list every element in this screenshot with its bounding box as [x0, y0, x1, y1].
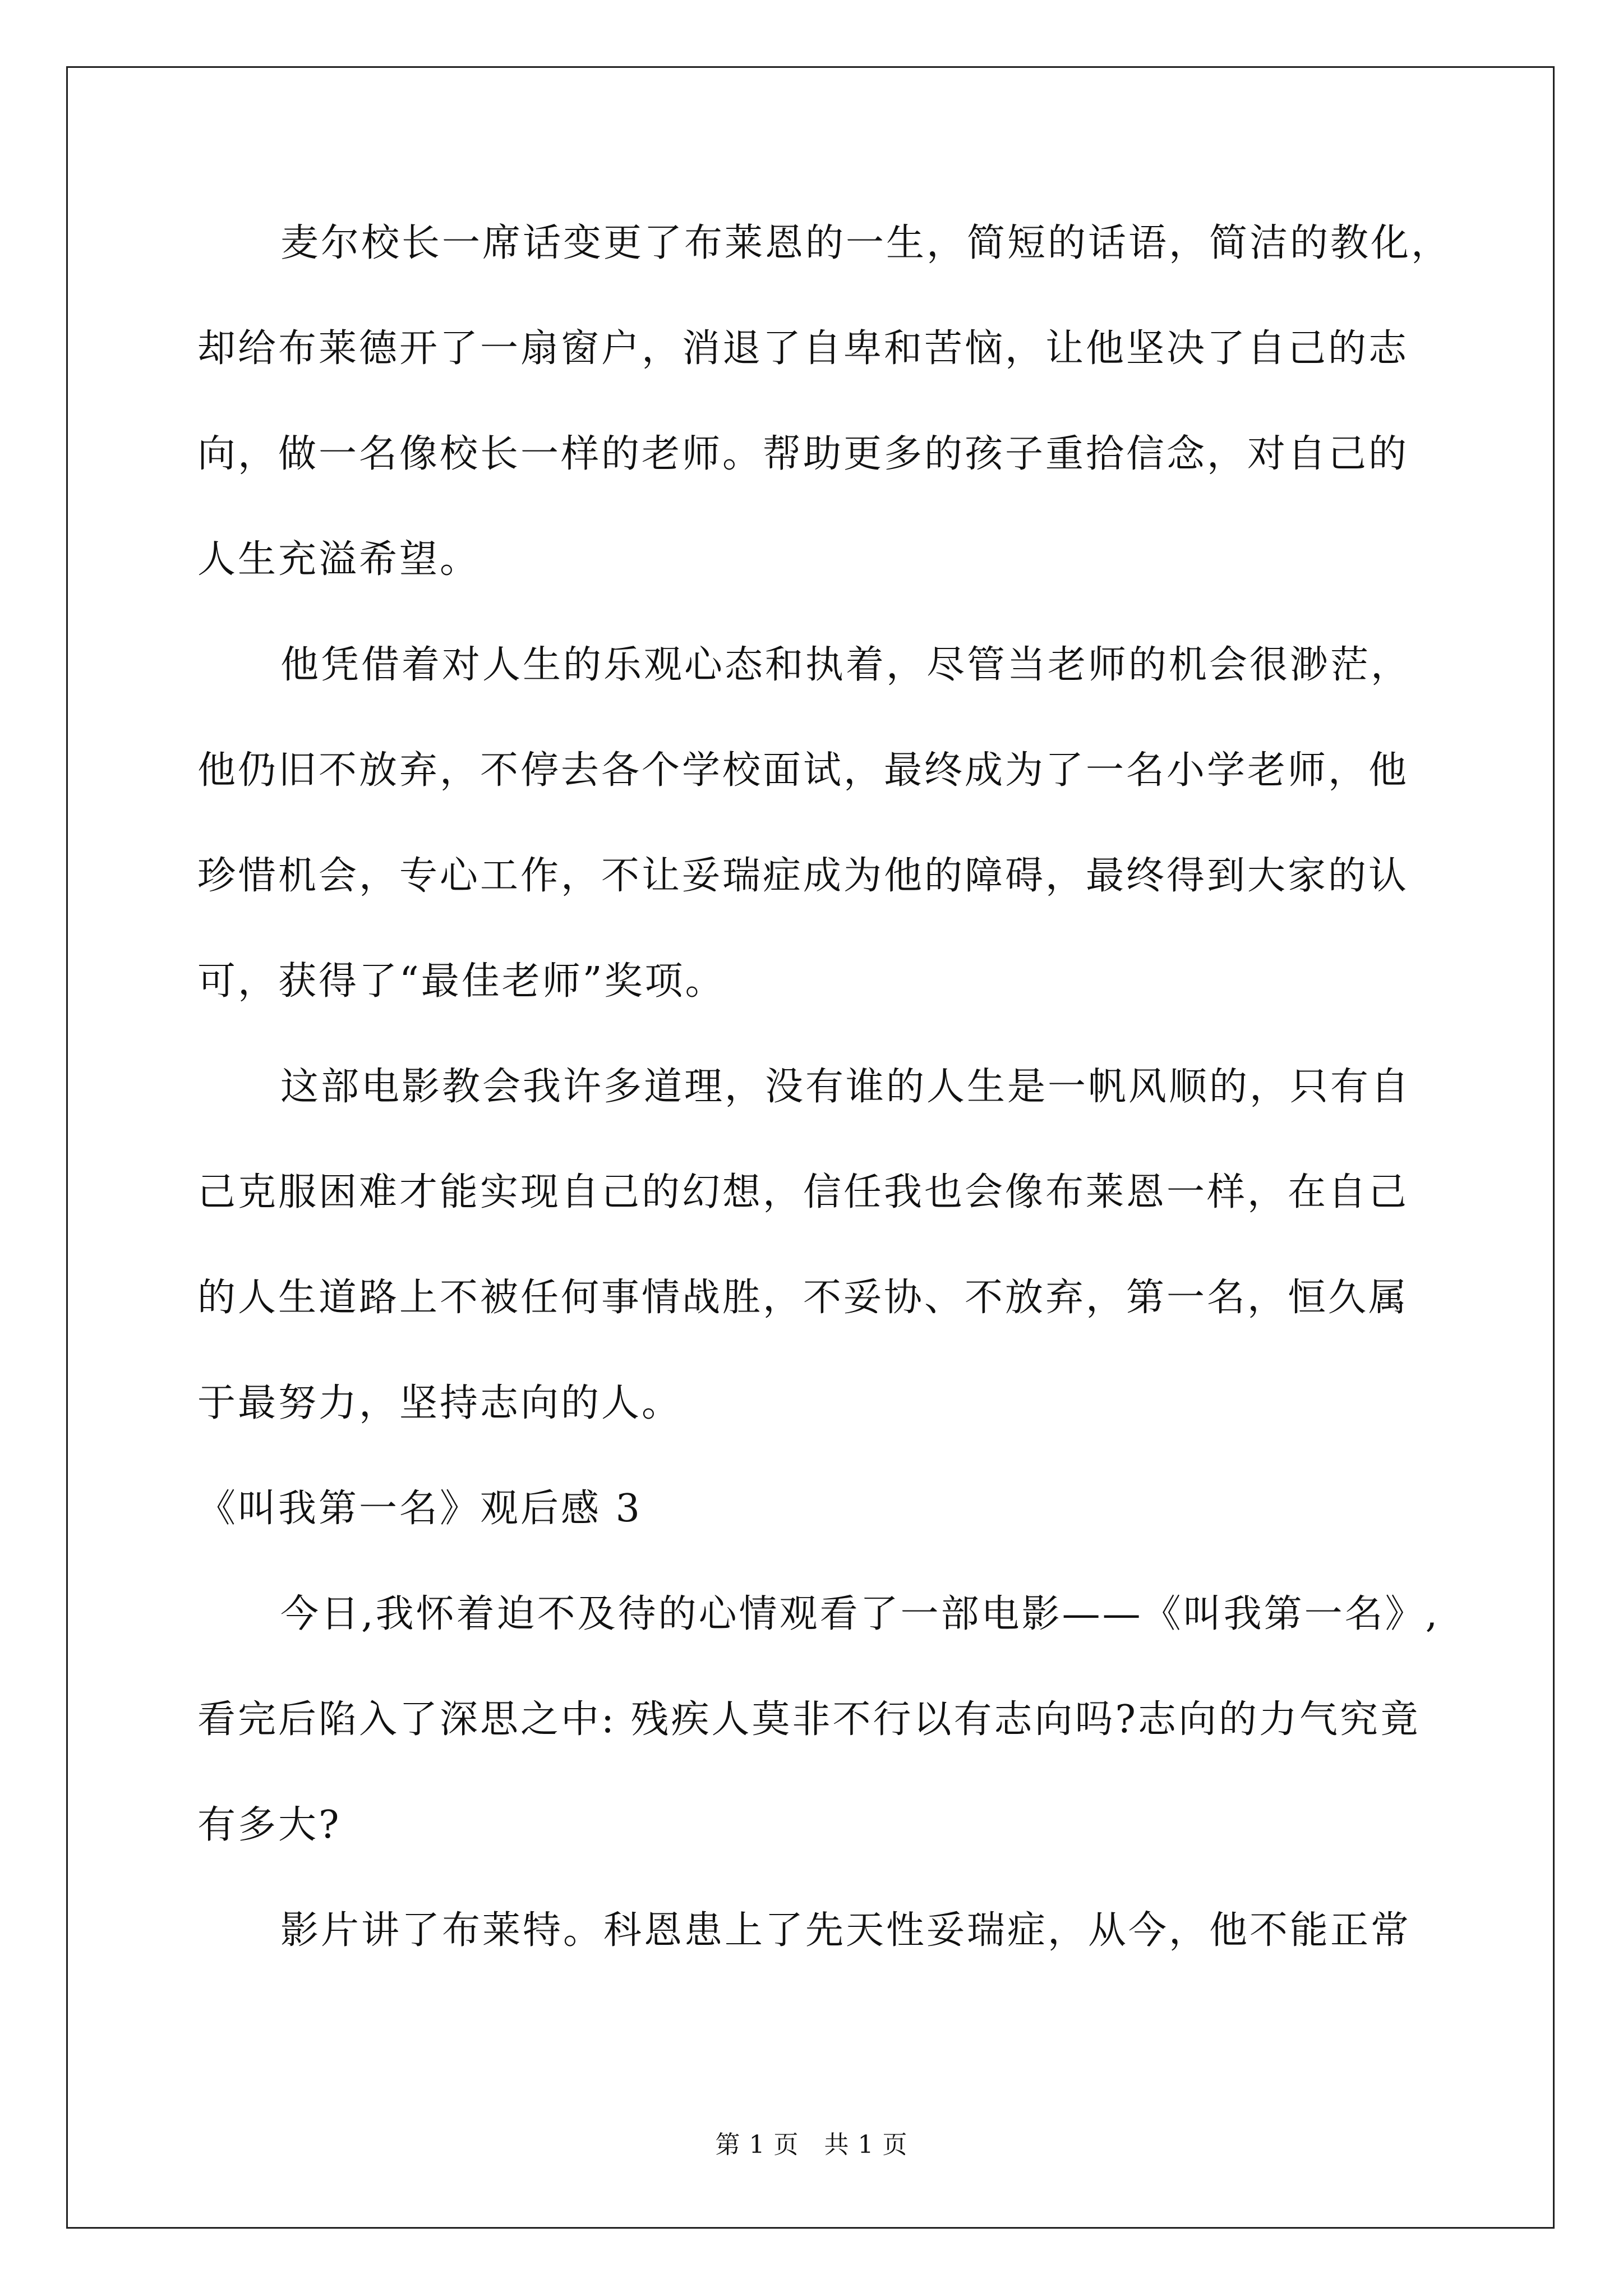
text-line: 有多大?	[197, 1803, 342, 1847]
text-line: 人生充溢希望。	[197, 537, 481, 582]
page-number-label: 第 1 页 共 1 页	[715, 2131, 908, 2159]
section-heading: 《叫我第一名》观后感 3	[197, 1487, 642, 1531]
text-line: 的人生道路上不被任何事情战胜，不妥协、不放弃，第一名，恒久属	[197, 1276, 1409, 1320]
text-line: 这部电影教会我许多道理，没有谁的人生是一帆风顺的，只有自	[280, 1065, 1412, 1109]
text-line: 今日,我怀着迫不及待的心情观看了一部电影——《叫我第一名》,	[280, 1592, 1440, 1636]
text-line: 可，获得了“最佳老师”奖项。	[197, 959, 726, 1004]
text-line: 他仍旧不放弃，不停去各个学校面试，最终成为了一名小学老师，他	[197, 748, 1409, 793]
text-line: 影片讲了布莱特。科恩患上了先天性妥瑞症，从今，他不能正常	[280, 1908, 1412, 1953]
text-line: 麦尔校长一席话变更了布莱恩的一生，简短的话语，简洁的教化，	[280, 221, 1452, 265]
text-line: 珍惜机会，专心工作，不让妥瑞症成为他的障碍，最终得到大家的认	[197, 854, 1409, 898]
document-body	[197, 191, 1452, 1984]
text-line: 己克服困难才能实现自己的幻想，信任我也会像布莱恩一样，在自己	[197, 1170, 1409, 1214]
text-line: 却给布莱德开了一扇窗户，消退了自卑和苦恼，让他坚决了自己的志	[197, 326, 1409, 371]
text-line: 于最努力，坚持志向的人。	[197, 1381, 683, 1425]
page-footer	[0, 2128, 1623, 2162]
text-line: 向，做一名像校长一样的老师。帮助更多的孩子重拾信念，对自己的	[197, 432, 1409, 476]
text-line: 他凭借着对人生的乐观心态和执着，尽管当老师的机会很渺茫，	[280, 643, 1412, 687]
text-line: 看完后陷入了深思之中: 残疾人莫非不行以有志向吗?志向的力气究竟	[197, 1697, 1421, 1742]
